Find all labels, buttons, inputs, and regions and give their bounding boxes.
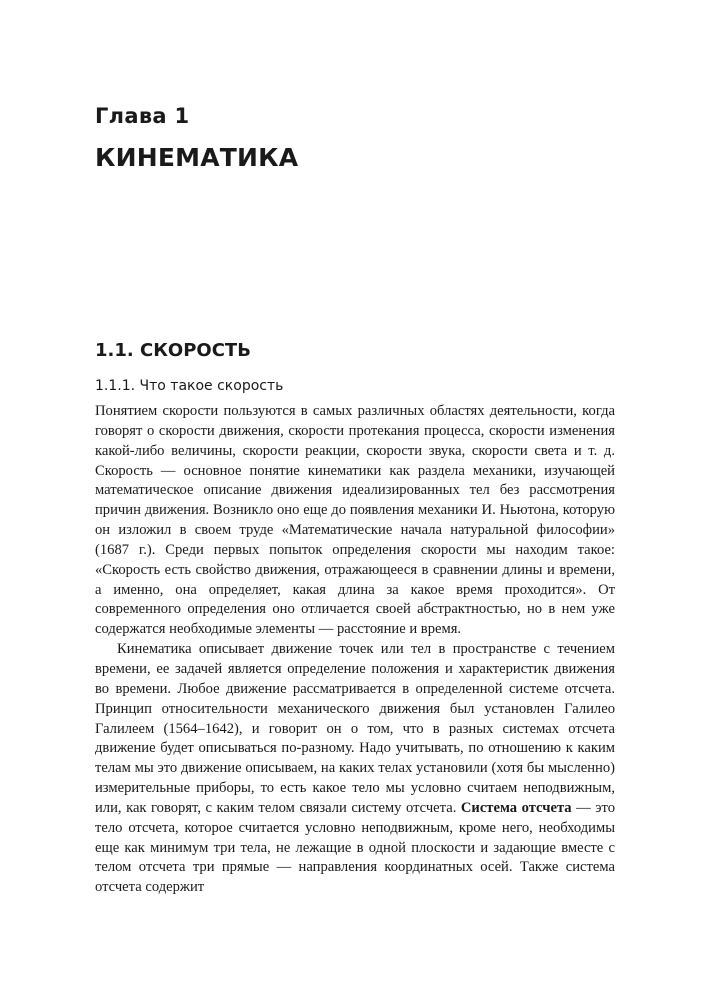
section-title: 1.1. СКОРОСТЬ: [95, 340, 251, 361]
paragraph-2: [95, 640, 615, 898]
subsection-title: 1.1.1. Что такое скорость: [95, 378, 284, 394]
body-text: [95, 402, 615, 898]
paragraph-2-start: Кинематика описывает движение точек или тел в пространстве с течением времени, ее задачей является определение положения и характеристик движения во времени. Любое движение рассматривается в определенной системе отсчета. Принцип относительности механического движения был установлен Галилео Галилеем (1564–1642), и говорит он о том, что в разных системах отсчета движение будет описываться по-разному. Надо учитывать, по отношению к каким телам мы это движение описываем, на каких телах установили (хотя бы мысленно) измерительные приборы, то есть какое тело мы условно считаем неподвижным, или, как говорят, с каким телом связали систему отсчета.: [95, 641, 615, 816]
paragraph-1: Понятием скорости пользуются в самых различных областях деятельности, когда говорят о скорости движения, скорости протекания процесса, скорости изменения какой-либо величины, скорости реакции, скорости звука, скорости света и т. д. Скорость — основное понятие кинематики как раздела механики, изучающей математическое описание движения идеализированных тел без рассмотрения причин движения. Возникло оно еще до появления механики И. Ньютона, которую он изложил в своем труде «Математические начала натуральной философии» (1687 г.). Среди первых попыток определения скорости мы находим такое: «Скорость есть свойство движения, отражающееся в сравнении длины и времени, а именно, она определяет, какая длина за какое время проходится». От современного определения оно отличается своей абстрактностью, но в нем уже содержатся необходимые элементы — расстояние и время.: [95, 403, 615, 638]
paragraph-2-end: — это тело отсчета, которое считается условно неподвижным, кроме него, необходимы еще как минимум три тела, не лежащие в одной плоскости и задающие вместе с телом отсчета три прямые — направления координатных осей. Также система отсчета содержит: [95, 799, 616, 896]
term-reference-system: Система отсчета: [460, 799, 572, 816]
chapter-label: Глава 1: [95, 104, 190, 128]
chapter-title: КИНЕМАТИКА: [95, 143, 299, 172]
